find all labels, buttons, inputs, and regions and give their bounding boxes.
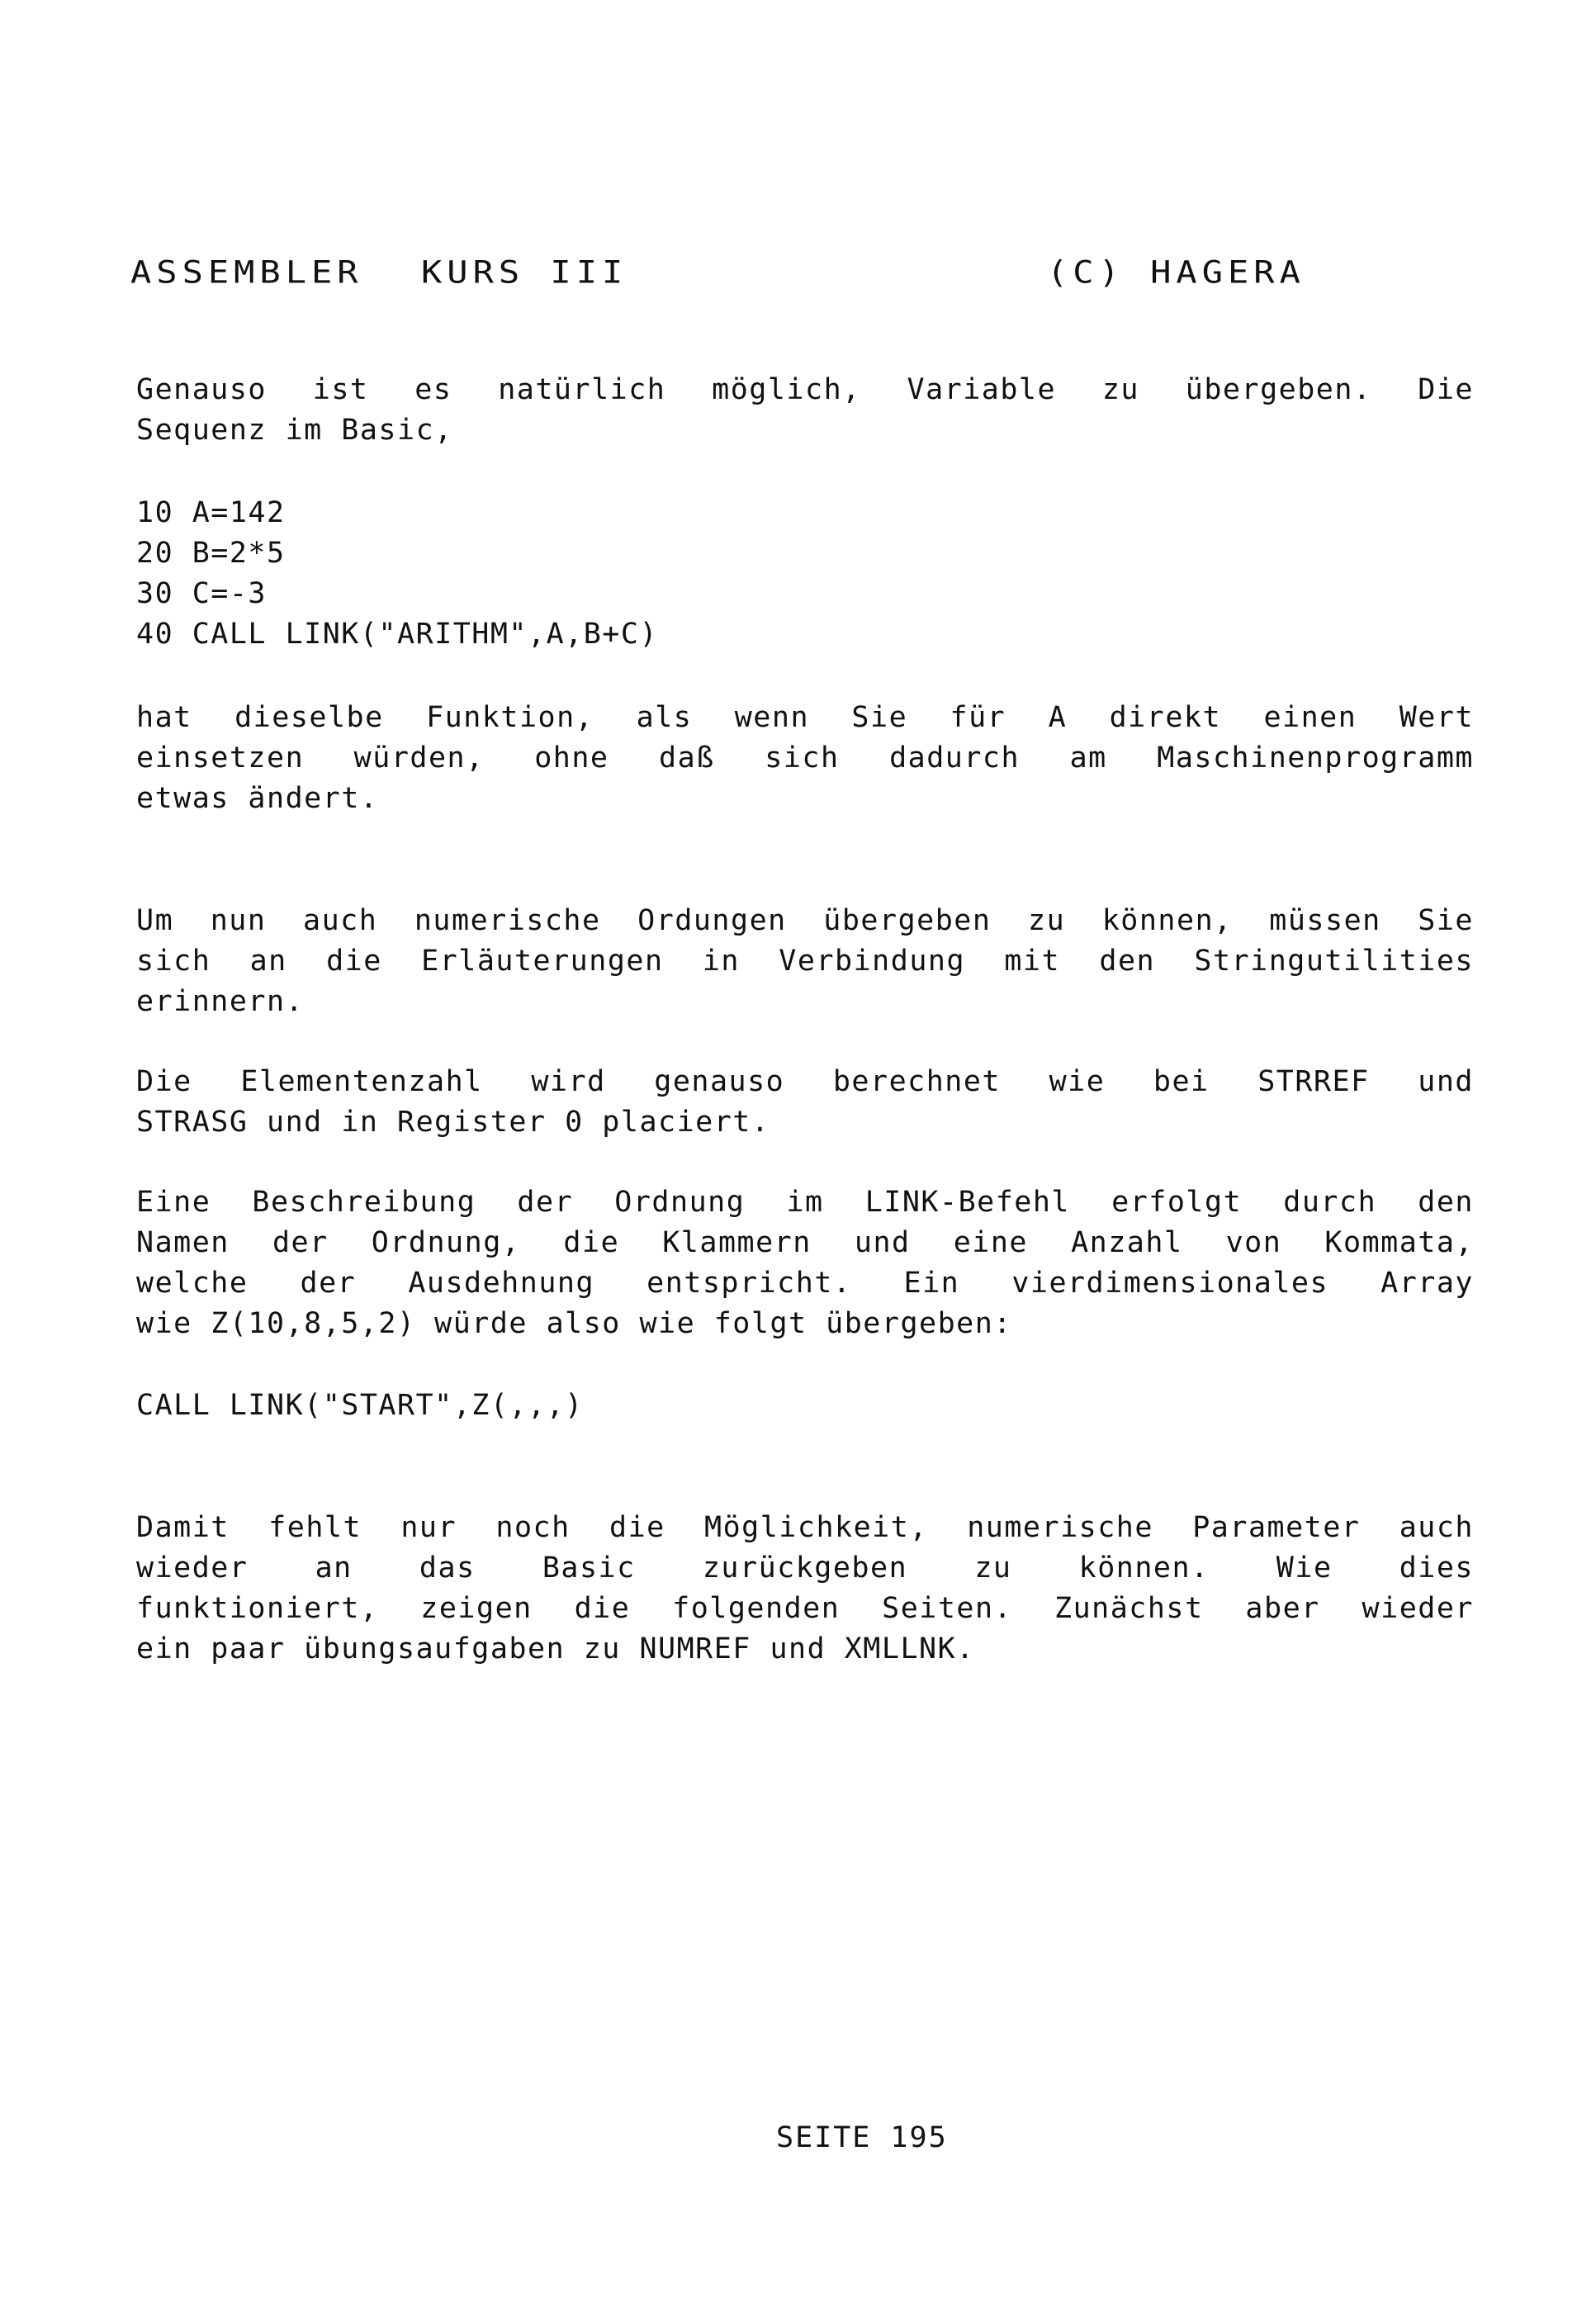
paragraph-element-count [136,1062,1474,1143]
text-line: wie Z(10,8,5,2) würde also wie folgt übergeben: [136,1307,1012,1340]
code-line: 40 CALL LINK("ARITHM",A,B+C) [136,618,659,651]
header-title: ASSEMBLER [130,253,363,291]
code-line: 10 A=142 [136,496,286,529]
text-line: Damit fehlt nur noch die Möglichkeit, numerische Parameter auch [136,1511,1474,1544]
code-block-basic [136,493,1474,655]
text-line: Um nun auch numerische Ordungen übergeben zu können, müssen Sie [136,904,1474,937]
text-line: Die Elementenzahl wird genauso berechnet wie bei STRREF und [136,1065,1474,1098]
code-line-call-link [136,1386,1474,1426]
text-line: Genauso ist es natürlich möglich, Variable zu übergeben. Die [136,373,1474,406]
code-line: CALL LINK("START",Z(,,,) [136,1389,584,1422]
text-line: Eine Beschreibung der Ordnung im LINK-Befehl erfolgt durch den [136,1186,1474,1219]
page-header [130,248,1402,297]
text-line: etwas ändert. [136,782,379,815]
text-line: Namen der Ordnung, die Klammern und eine Anzahl von Kommata, [136,1226,1474,1259]
paragraph-intro [136,370,1474,451]
text-line: ein paar übungsaufgaben zu NUMREF und XMLLNK. [136,1632,975,1665]
text-line: welche der Ausdehnung entspricht. Ein vierdimensionales Array [136,1267,1474,1300]
paragraph-array-description [136,1182,1474,1344]
code-line: 30 C=-3 [136,577,268,610]
text-line: erinnern. [136,985,305,1018]
paragraph-function [136,698,1474,819]
text-line: funktioniert, zeigen die folgenden Seiten. Zunächst aber wieder [136,1592,1474,1625]
text-line: wieder an das Basic zurückgeben zu können. Wie dies [136,1552,1474,1585]
text-line: sich an die Erläuterungen in Verbindung mit den Stringutilities [136,945,1474,978]
header-course: KURS III [421,253,628,291]
text-line: Sequenz im Basic, [136,414,453,447]
text-line: STRASG und in Register 0 placiert. [136,1106,770,1139]
page-number: SEITE 195 [776,2121,948,2154]
header-copyright: (C) HAGERA [1047,253,1305,291]
text-line: hat dieselbe Funktion, als wenn Sie für A direkt einen Wert [136,701,1474,734]
paragraph-outlook [136,1508,1474,1670]
code-line: 20 B=2*5 [136,537,286,570]
text-line: einsetzen würden, ohne daß sich dadurch am Maschinenprogramm [136,741,1474,775]
paragraph-numeric-arrays [136,901,1474,1022]
